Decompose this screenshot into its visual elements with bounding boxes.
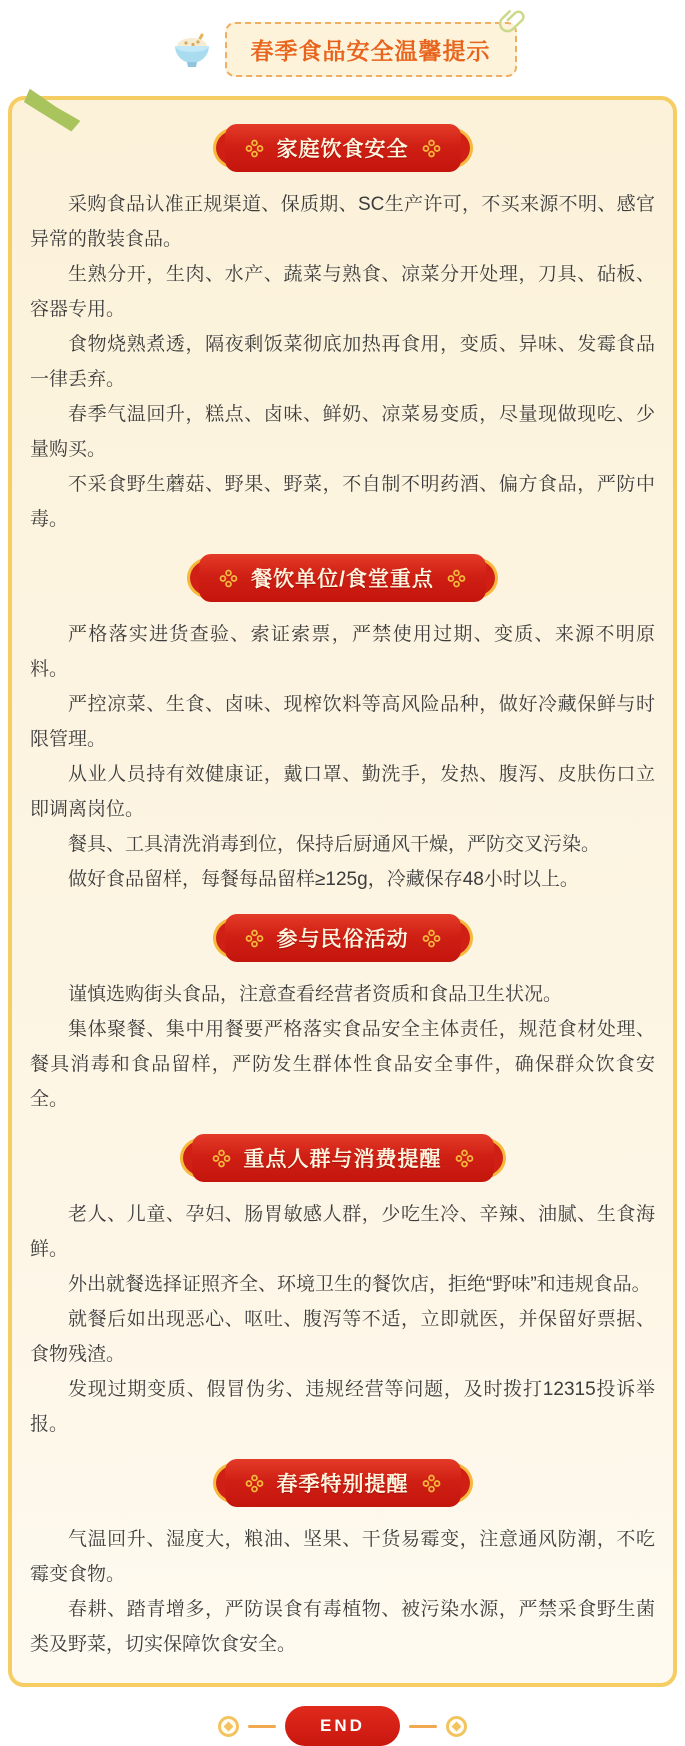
chinese-knot-icon [455, 1149, 474, 1168]
section-banner [192, 1134, 494, 1182]
paragraph: 发现过期变质、假冒伪劣、违规经营等问题，及时拨打12315投诉举报。 [30, 1379, 655, 1435]
chinese-knot-icon [245, 1474, 264, 1493]
section-body [20, 972, 665, 1120]
paragraph: 春季气温回升，糕点、卤味、鲜奶、凉菜易变质，尽量现做现吃、少量购买。 [30, 404, 655, 460]
divider-line [409, 1725, 437, 1728]
section-folk-activities [20, 914, 665, 1120]
paragraph: 餐具、工具清洗消毒到位，保持后厨通风干燥，严防交叉污染。 [68, 834, 601, 855]
section-catering-units [20, 554, 665, 900]
paragraph: 采购食品认准正规渠道、保质期、SC生产许可，不买来源不明、感官异常的散装食品。 [30, 194, 655, 250]
rice-bowl-icon [169, 31, 215, 71]
banner-core [225, 124, 461, 172]
paragraph: 就餐后如出现恶心、呕吐、腹泻等不适，立即就医，并保留好票据、食物残渣。 [30, 1309, 655, 1365]
chinese-knot-icon [245, 929, 264, 948]
banner-core [199, 554, 486, 602]
paragraph: 从业人员持有效健康证，戴口罩、勤洗手，发热、腹泻、皮肤伤口立即调离岗位。 [30, 764, 655, 820]
section-title: 家庭饮食安全 [276, 138, 409, 161]
section-banner [199, 554, 486, 602]
paragraph: 外出就餐选择证照齐全、环境卫生的餐饮店，拒绝“野味”和违规食品。 [68, 1274, 651, 1295]
paragraph: 食物烧熟煮透，隔夜剩饭菜彻底加热再食用，变质、异味、发霉食品一律丢弃。 [30, 334, 655, 390]
divider-line [248, 1725, 276, 1728]
section-title: 餐饮单位/食堂重点 [251, 568, 434, 591]
section-title: 参与民俗活动 [276, 928, 409, 951]
page-header [0, 0, 685, 74]
banner-core [192, 1134, 494, 1182]
content-card [8, 96, 677, 1687]
section-body [20, 1517, 665, 1665]
paperclip-icon [491, 0, 533, 42]
paragraph: 做好食品留样，每餐每品留样≥125g，冷藏保存48小时以上。 [68, 869, 579, 890]
section-banner [225, 914, 461, 962]
banner-core [225, 1459, 461, 1507]
paragraph: 春耕、踏青增多，严防误食有毒植物、被污染水源，严禁采食野生菌类及野菜，切实保障饮食安全。 [30, 1599, 655, 1655]
section-banner [225, 124, 461, 172]
chinese-knot-icon [422, 1474, 441, 1493]
section-body [20, 1192, 665, 1445]
section-spring-special [20, 1459, 665, 1665]
section-home-food-safety [20, 124, 665, 540]
section-body [20, 182, 665, 540]
paragraph: 严控凉菜、生食、卤味、现榨饮料等高风险品种，做好冷藏保鲜与时限管理。 [30, 694, 655, 750]
chinese-knot-icon [447, 569, 466, 588]
paragraph: 谨慎选购街头食品，注意查看经营者资质和食品卫生状况。 [68, 984, 563, 1005]
paragraph: 老人、儿童、孕妇、肠胃敏感人群，少吃生冷、辛辣、油腻、生食海鲜。 [30, 1204, 655, 1260]
section-title: 重点人群与消费提醒 [243, 1148, 442, 1171]
end-divider [0, 1706, 685, 1746]
chinese-knot-icon [219, 569, 238, 588]
section-body [20, 612, 665, 900]
paragraph: 气温回升、湿度大，粮油、坚果、干货易霉变，注意通风防潮，不吃霉变食物。 [30, 1529, 655, 1585]
banner-core [225, 914, 461, 962]
chinese-knot-icon [245, 139, 264, 158]
section-banner [225, 1459, 461, 1507]
end-button[interactable]: END [285, 1706, 400, 1746]
section-key-groups [20, 1134, 665, 1445]
paragraph: 严格落实进货查验、索证索票，严禁使用过期、变质、来源不明原料。 [30, 624, 655, 680]
title-box [225, 22, 517, 77]
gold-bead-icon [446, 1716, 467, 1737]
chinese-knot-icon [422, 139, 441, 158]
section-title: 春季特别提醒 [276, 1473, 409, 1496]
paragraph: 集体聚餐、集中用餐要严格落实食品安全主体责任，规范食材处理、餐具消毒和食品留样，严防发生群体性食品安全事件，确保群众饮食安全。 [30, 1019, 655, 1110]
paragraph: 不采食野生蘑菇、野果、野菜，不自制不明药酒、偏方食品，严防中毒。 [30, 474, 655, 530]
chinese-knot-icon [422, 929, 441, 948]
chinese-knot-icon [212, 1149, 231, 1168]
gold-bead-icon [218, 1716, 239, 1737]
page-title: 春季食品安全温馨提示 [250, 37, 491, 64]
paragraph: 生熟分开，生肉、水产、蔬菜与熟食、凉菜分开处理，刀具、砧板、容器专用。 [30, 264, 655, 320]
